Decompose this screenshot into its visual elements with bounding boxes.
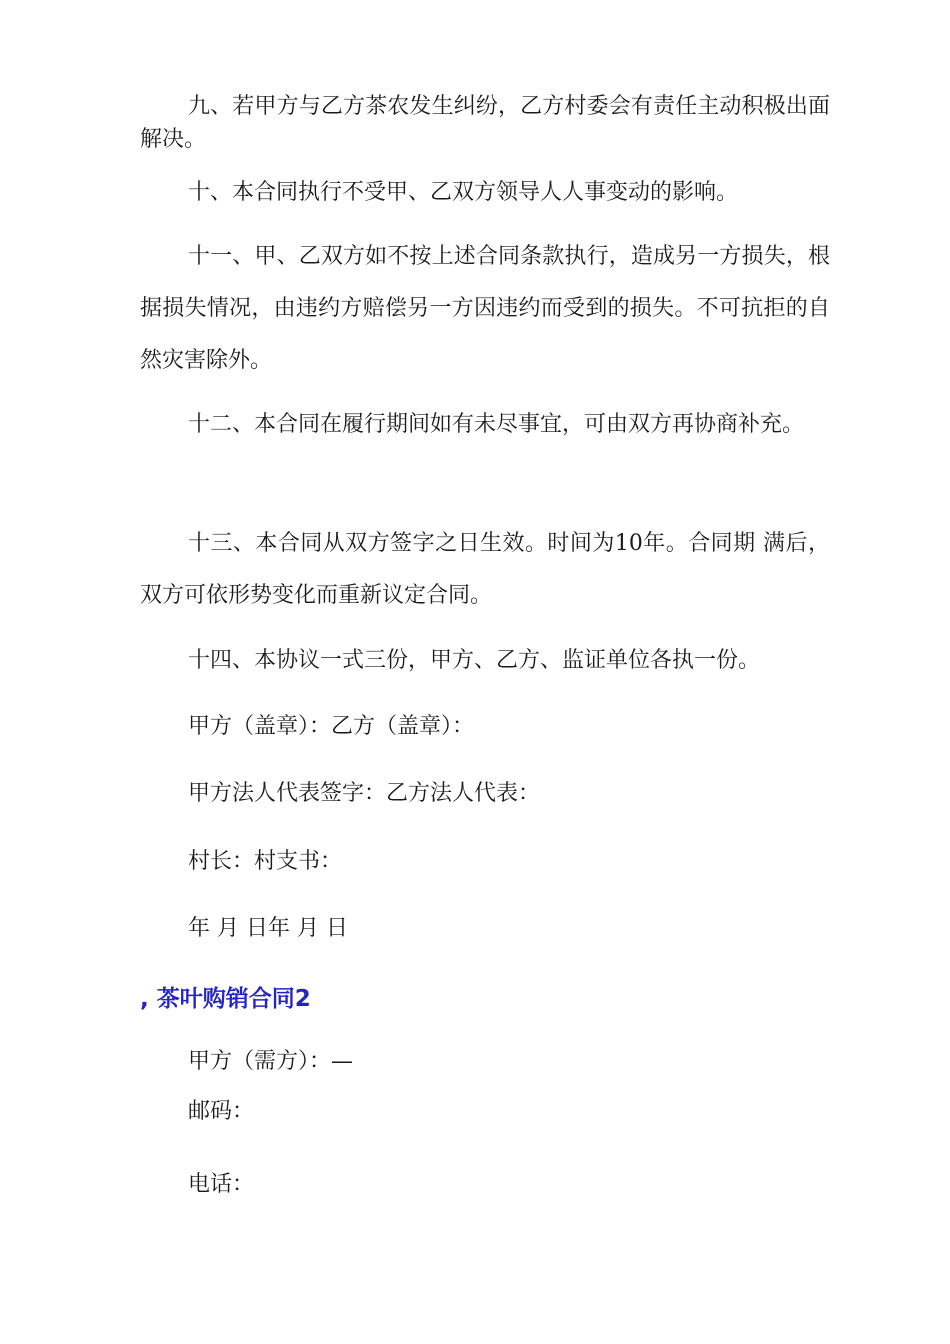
postcode-field: 邮码： <box>188 1099 255 1124</box>
clause-12: 十二、本合同在履行期间如有未尽事宜，可由双方再协商补充。 <box>188 412 805 437</box>
clause-9: 九、若甲方与乙方茶农发生纠纷，乙方村委会有责任主动积极出面解决。 <box>140 94 830 152</box>
section-heading: , 茶叶购销合同2 <box>140 986 311 1012</box>
village-officials-line: 村长：村支书： <box>188 849 343 874</box>
seal-line: 甲方（盖章）：乙方（盖章）： <box>188 714 475 739</box>
date-line: 年 月 日年 月 日 <box>188 916 348 941</box>
clause-10: 十、本合同执行不受甲、乙双方领导人人事变动的影响。 <box>188 180 739 205</box>
clause-11: 十一、甲、乙双方如不按上述合同条款执行，造成另一方损失，根据损失情况，由违约方赔偿另一方因违约而受到的损失。不可抗拒的自然灾害除外。 <box>140 244 830 373</box>
clause-14: 十四、本协议一式三份，甲方、乙方、监证单位各执一份。 <box>188 648 761 673</box>
party-a-buyer-field: 甲方（需方）：— <box>188 1049 354 1074</box>
clause-13: 十三、本合同从双方签字之日生效。时间为10年。合同期 满后，双方可依形势变化而重新议定合同。 <box>140 531 830 608</box>
phone-field: 电话： <box>188 1172 255 1197</box>
signature-line: 甲方法人代表签字：乙方法人代表： <box>188 781 541 806</box>
